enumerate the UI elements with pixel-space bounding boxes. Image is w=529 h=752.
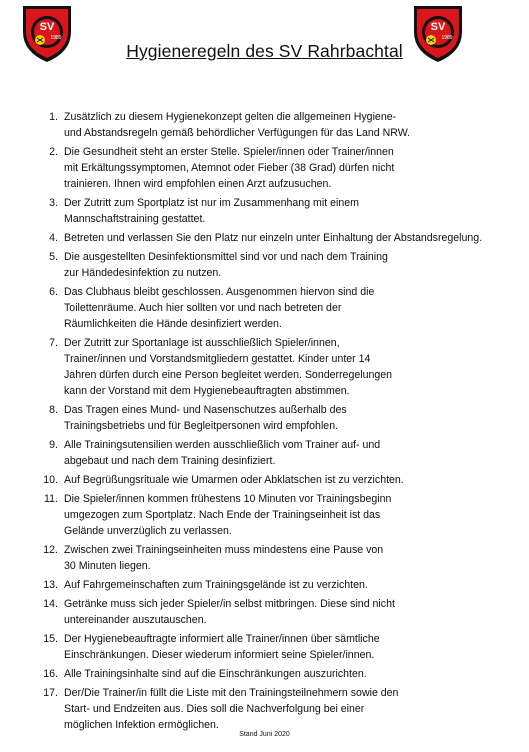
rule-number: 11. (44, 493, 58, 505)
rule-text-line: Betreten und verlassen Sie den Platz nur einzeln unter Einhaltung der Abstandsregelung. (64, 232, 483, 244)
rule-text-line: Das Clubhaus bleibt geschlossen. Ausgenommen hiervon sind die (64, 286, 375, 298)
rule-text-line: Zusätzlich zu diesem Hygienekonzept gelten die allgemeinen Hygiene- (64, 111, 397, 123)
crest-sv-text: SV (430, 21, 446, 33)
rule-number: 14. (43, 598, 58, 610)
rule-text-line: Start- und Endzeiten aus. Dies soll die Nachverfolgung bei einer (64, 703, 365, 715)
rule-text-line: 30 Minuten liegen. (64, 560, 151, 572)
rule-text-line: Mannschaftstraining gestattet. (64, 213, 206, 225)
rule-item (38, 596, 518, 628)
rule-item (38, 472, 518, 488)
rule-text-line: Getränke muss sich jeder Spieler/in selbst mitbringen. Diese sind nicht (64, 598, 395, 610)
rule-text-line: zur Händedesinfektion zu nutzen. (64, 267, 222, 279)
rule-text-line: Toilettenräume. Auch hier sollten vor und nach betreten der (64, 302, 342, 314)
rule-item (38, 284, 518, 332)
rules-list (38, 109, 518, 736)
footer-date: Stand Juni 2020 (239, 731, 290, 738)
rule-text-line: und Abstandsregeln gemäß behördlicher Verfügungen für das Land NRW. (64, 127, 411, 139)
rule-text-line: Der Zutritt zum Sportplatz ist nur im Zusammenhang mit einem (64, 197, 359, 209)
rule-text-line: Einschränkungen. Dieser wiederum informiert seine Spieler/innen. (64, 649, 375, 661)
rule-text-line: Der Zutritt zur Sportanlage ist ausschließlich Spieler/innen, (64, 337, 340, 349)
rule-text-line: Zwischen zwei Trainingseinheiten muss mindestens eine Pause von (64, 544, 384, 556)
crest-year-text: 1989 (441, 35, 453, 41)
rule-text-line: kann der Vorstand mit dem Hygienebeauftragten abstimmen. (64, 385, 350, 397)
rule-number: 6. (49, 286, 58, 298)
rule-item (38, 491, 518, 539)
rule-text-line: Räumlichkeiten die Hände desinfiziert werden. (64, 318, 282, 330)
rule-text-line: Der Hygienebeauftragte informiert alle Trainer/innen über sämtliche (64, 633, 380, 645)
rule-item (38, 335, 518, 399)
rule-number: 15. (43, 633, 58, 645)
rule-text-line: Die Spieler/innen kommen frühestens 10 Minuten vor Trainingsbeginn (64, 493, 392, 505)
rule-item (38, 577, 518, 593)
rule-number: 7. (49, 337, 58, 349)
rule-item (38, 542, 518, 574)
rule-text-line: trainieren. Ihnen wird empfohlen einen Arzt aufzusuchen. (64, 178, 332, 190)
rule-text-line: umgezogen zum Sportplatz. Nach Ende der Trainingseinheit ist das (64, 509, 381, 521)
rule-text-line: Trainer/innen und Vorstandsmitgliedern gestattet. Kinder unter 14 (64, 353, 371, 365)
rule-text-line: Alle Trainingsinhalte sind auf die Einschränkungen auszurichten. (64, 668, 367, 680)
rule-text-line: möglichen Infektion ermöglichen. (64, 719, 219, 731)
rule-text-line: Trainingsbetriebs und für Begleitpersonen wird empfohlen. (64, 420, 339, 432)
page-title: Hygieneregeln des SV Rahrbachtal (126, 41, 403, 61)
rule-item (38, 685, 518, 733)
rule-number: 16. (43, 668, 58, 680)
crest-sv-text: SV (39, 21, 55, 33)
rule-item (38, 666, 518, 682)
rule-text-line: Auf Begrüßungsrituale wie Umarmen oder Abklatschen ist zu verzichten. (64, 474, 404, 486)
crest-year-text: 1989 (50, 35, 62, 41)
rule-item (38, 249, 518, 281)
rule-item (38, 109, 518, 141)
rule-number: 5. (49, 251, 58, 263)
rule-text-line: Alle Trainingsutensilien werden ausschließlich vom Trainer auf- und (64, 439, 381, 451)
rule-item (38, 437, 518, 469)
rule-text-line: Das Tragen eines Mund- und Nasenschutzes außerhalb des (64, 404, 347, 416)
rule-number: 17. (43, 687, 58, 699)
rule-number: 10. (43, 474, 58, 486)
rule-text-line: Auf Fahrgemeinschaften zum Trainingsgelände ist zu verzichten. (64, 579, 368, 591)
rule-text-line: untereinander auszutauschen. (64, 614, 207, 626)
rule-item (38, 631, 518, 663)
rule-number: 4. (49, 232, 58, 244)
rule-item (38, 144, 518, 192)
rule-text-line: Gelände unverzüglich zu verlassen. (64, 525, 232, 537)
rule-number: 8. (49, 404, 58, 416)
rule-item (38, 230, 518, 246)
rule-number: 9. (49, 439, 58, 451)
rule-number: 12. (43, 544, 58, 556)
rule-text-line: Die ausgestellten Desinfektionsmittel sind vor und nach dem Training (64, 251, 388, 263)
rule-text-line: mit Erkältungssymptomen, Atemnot oder Fieber (38 Grad) dürfen nicht (64, 162, 395, 174)
rule-text-line: Jahren dürfen durch eine Person begleitet werden. Sonderregelungen (64, 369, 393, 381)
rule-number: 3. (49, 197, 58, 209)
rule-number: 13. (43, 579, 58, 591)
rule-text-line: Der/Die Trainer/in füllt die Liste mit den Trainingsteilnehmern sowie den (64, 687, 399, 699)
rule-text-line: abgebaut und nach dem Training desinfiziert. (64, 455, 276, 467)
rule-item (38, 195, 518, 227)
rule-item (38, 402, 518, 434)
rule-number: 2. (49, 146, 58, 158)
rule-text-line: Die Gesundheit steht an erster Stelle. Spieler/innen oder Trainer/innen (64, 146, 394, 158)
rule-number: 1. (49, 111, 58, 123)
